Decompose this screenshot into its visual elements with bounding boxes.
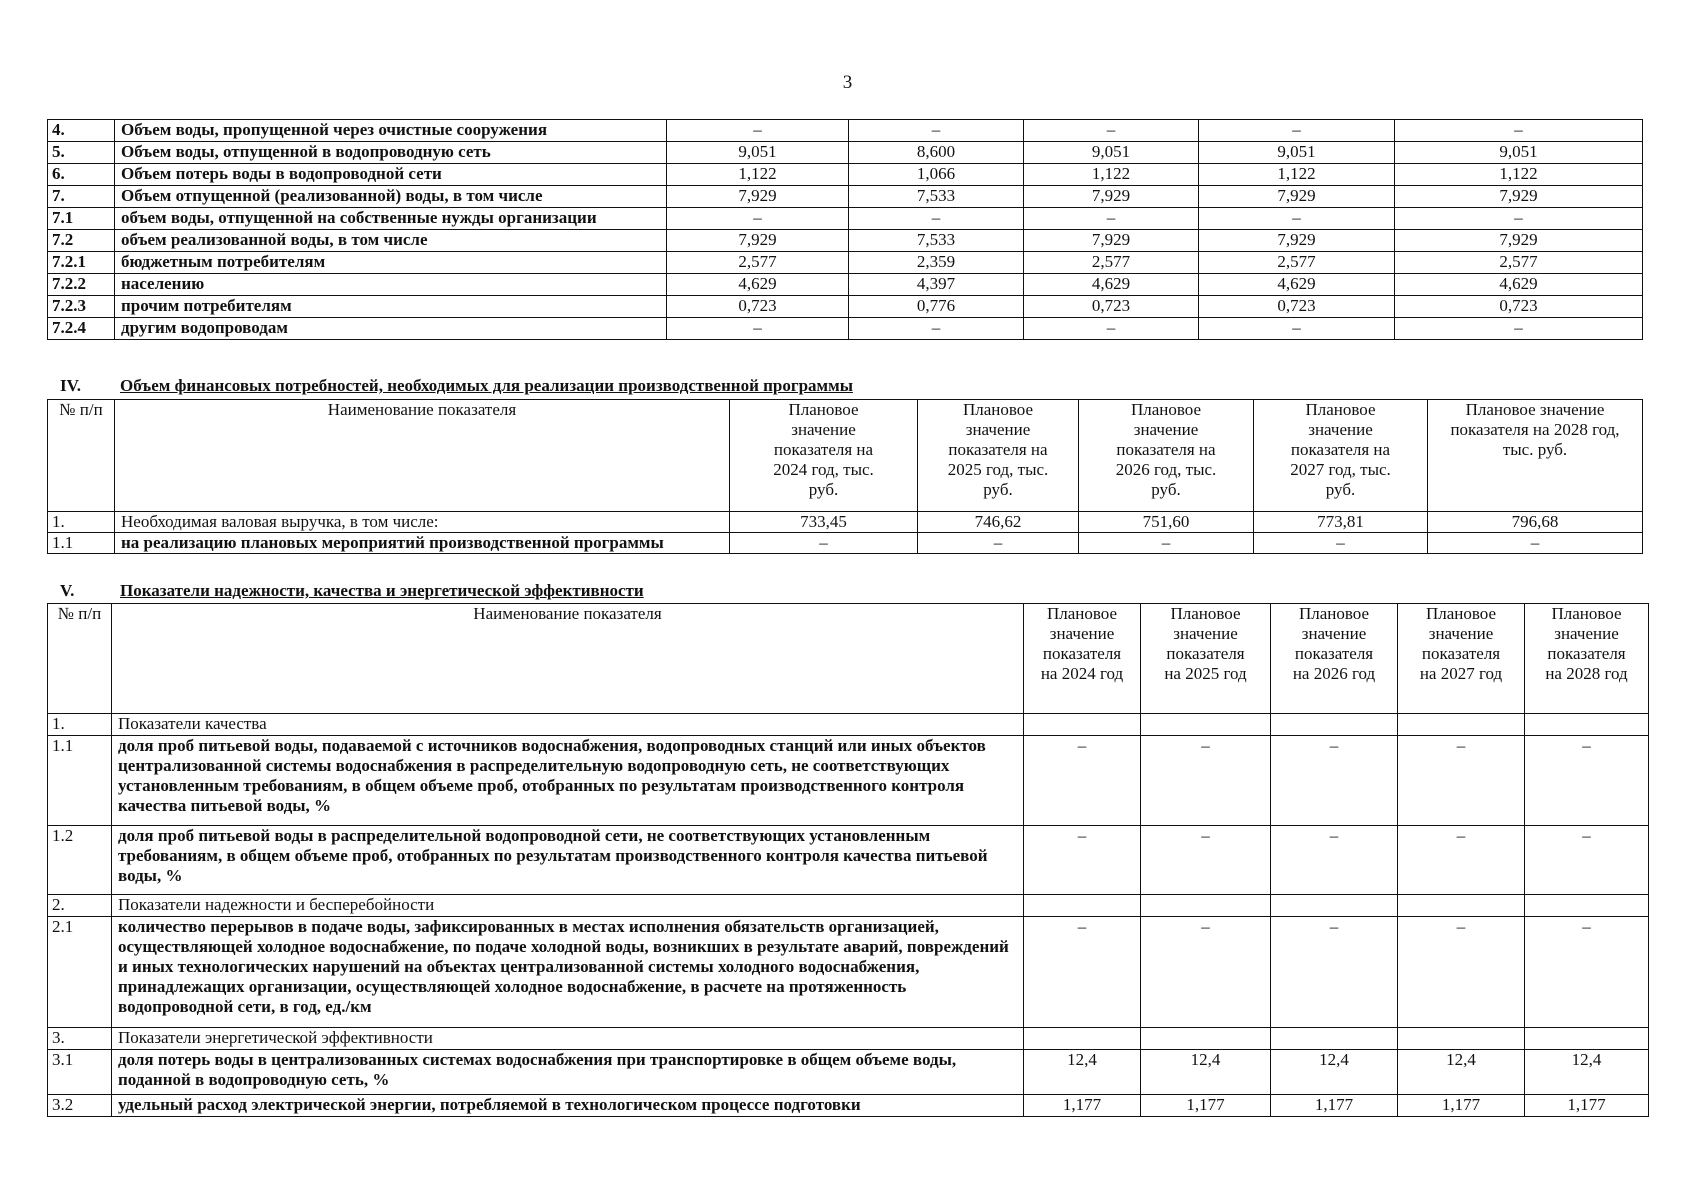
row-number: 3.1	[48, 1050, 112, 1095]
value-2028: 7,929	[1395, 230, 1643, 252]
row-name: Необходимая валовая выручка, в том числе:	[115, 512, 730, 533]
row-number: 5.	[48, 142, 115, 164]
value-2026: –	[1271, 736, 1398, 826]
value-2026: 0,723	[1024, 296, 1199, 318]
value-2028: –	[1525, 917, 1649, 1028]
row-name: Объем воды, пропущенной через очистные сооружения	[115, 120, 667, 142]
value-2027: 1,177	[1398, 1095, 1525, 1117]
value-2024: 0,723	[667, 296, 849, 318]
value-2026: 9,051	[1024, 142, 1199, 164]
row-name: Показатели качества	[112, 714, 1024, 736]
value-2028: 7,929	[1395, 186, 1643, 208]
row-number: 7.2.2	[48, 274, 115, 296]
row-name: Объем отпущенной (реализованной) воды, в том числе	[115, 186, 667, 208]
value-2027: –	[1398, 826, 1525, 895]
header-number: № п/п	[48, 604, 112, 714]
value-2024: –	[667, 120, 849, 142]
value-2027: 9,051	[1199, 142, 1395, 164]
table-row	[48, 736, 1649, 826]
row-number: 2.	[48, 895, 112, 917]
value-2027: 7,929	[1199, 186, 1395, 208]
value-2027: 0,723	[1199, 296, 1395, 318]
value-2025	[1141, 714, 1271, 736]
value-2026: –	[1271, 917, 1398, 1028]
value-2025: –	[849, 208, 1024, 230]
table-row	[48, 1050, 1649, 1095]
row-number: 4.	[48, 120, 115, 142]
table-row	[48, 296, 1643, 318]
value-2025: 746,62	[918, 512, 1079, 533]
reliability-quality-table	[47, 603, 1649, 1117]
value-2024: 2,577	[667, 252, 849, 274]
value-2028: 9,051	[1395, 142, 1643, 164]
value-2027: 2,577	[1199, 252, 1395, 274]
value-2027: –	[1199, 120, 1395, 142]
row-number: 7.	[48, 186, 115, 208]
value-2024: 1,177	[1024, 1095, 1141, 1117]
value-2026: –	[1271, 826, 1398, 895]
value-2025: 0,776	[849, 296, 1024, 318]
table-row	[48, 252, 1643, 274]
value-2027	[1398, 714, 1525, 736]
value-2025: 7,533	[849, 230, 1024, 252]
header-2026: Плановое значение показателя на 2026 год	[1271, 604, 1398, 714]
value-2025: 1,177	[1141, 1095, 1271, 1117]
value-2027: –	[1254, 533, 1428, 554]
value-2024	[1024, 1028, 1141, 1050]
header-2024: Плановое значение показателя на 2024 год	[1024, 604, 1141, 714]
value-2024: –	[1024, 826, 1141, 895]
table-row	[48, 230, 1643, 252]
value-2028: 1,122	[1395, 164, 1643, 186]
value-2026: 7,929	[1024, 186, 1199, 208]
value-2025: –	[1141, 826, 1271, 895]
value-2028: 4,629	[1395, 274, 1643, 296]
value-2025: 1,066	[849, 164, 1024, 186]
row-name: доля проб питьевой воды, подаваемой с источников водоснабжения, водопроводных станций или иных объектов централизованной системы водоснабжения в распределительную водопроводную сеть, не соответствующих установленным требованиям, в общем объеме проб, отобранных по результатам производственного контроля качества питьевой воды, %	[112, 736, 1024, 826]
value-2024: –	[1024, 917, 1141, 1028]
row-name: населению	[115, 274, 667, 296]
value-2024: 7,929	[667, 230, 849, 252]
value-2028: 2,577	[1395, 252, 1643, 274]
table-row	[48, 186, 1643, 208]
value-2024: –	[1024, 736, 1141, 826]
financial-needs-table	[47, 399, 1643, 554]
value-2025	[1141, 895, 1271, 917]
value-2026: 4,629	[1024, 274, 1199, 296]
table-row	[48, 120, 1643, 142]
value-2025: –	[1141, 736, 1271, 826]
header-2027: Плановое значение показателя на 2027 год	[1398, 604, 1525, 714]
value-2027: 7,929	[1199, 230, 1395, 252]
row-name: Объем воды, отпущенной в водопроводную сеть	[115, 142, 667, 164]
value-2025	[1141, 1028, 1271, 1050]
row-number: 1.	[48, 714, 112, 736]
value-2024	[1024, 714, 1141, 736]
table-row	[48, 533, 1643, 554]
row-name: объем воды, отпущенной на собственные нужды организации	[115, 208, 667, 230]
table-row	[48, 142, 1643, 164]
row-name: количество перерывов в подаче воды, зафиксированных в местах исполнения обязательств организацией, осуществляющей холодное водоснабжение, по подаче холодной воды, возникших в результате аварий, повреждений и иных технологических нарушений на объектах централизованной системы холодного водоснабжения, принадлежащих организации, осуществляющей холодное водоснабжение, в расчете на протяженность водопроводной сети, в год, ед./км	[112, 917, 1024, 1028]
value-2026: –	[1079, 533, 1254, 554]
table-row	[48, 895, 1649, 917]
water-volume-table	[47, 119, 1643, 340]
value-2025: 7,533	[849, 186, 1024, 208]
section-heading-v	[60, 581, 644, 601]
value-2026: 1,122	[1024, 164, 1199, 186]
value-2028: –	[1395, 318, 1643, 340]
table-row	[48, 714, 1649, 736]
value-2024: 7,929	[667, 186, 849, 208]
row-name: Показатели надежности и бесперебойности	[112, 895, 1024, 917]
value-2027: 1,122	[1199, 164, 1395, 186]
value-2028: 1,177	[1525, 1095, 1649, 1117]
row-number: 7.2.1	[48, 252, 115, 274]
value-2027: –	[1398, 736, 1525, 826]
value-2028	[1525, 895, 1649, 917]
header-2028: Плановое значение показателя на 2028 год, тыс. руб.	[1428, 400, 1643, 512]
table-row	[48, 512, 1643, 533]
table-row	[48, 318, 1643, 340]
section-heading-iv	[60, 376, 853, 396]
section-title: Показатели надежности, качества и энергетической эффективности	[120, 581, 644, 600]
value-2027: –	[1398, 917, 1525, 1028]
value-2025: 12,4	[1141, 1050, 1271, 1095]
header-number: № п/п	[48, 400, 115, 512]
row-number: 1.	[48, 512, 115, 533]
section-number: IV.	[60, 376, 81, 395]
table-header-row	[48, 604, 1649, 714]
row-name: другим водопроводам	[115, 318, 667, 340]
value-2027	[1398, 895, 1525, 917]
value-2027: 12,4	[1398, 1050, 1525, 1095]
value-2027	[1398, 1028, 1525, 1050]
row-name: на реализацию плановых мероприятий производственной программы	[115, 533, 730, 554]
value-2028: 796,68	[1428, 512, 1643, 533]
value-2026: 2,577	[1024, 252, 1199, 274]
row-number: 2.1	[48, 917, 112, 1028]
value-2027: 773,81	[1254, 512, 1428, 533]
value-2025: 4,397	[849, 274, 1024, 296]
row-name: прочим потребителям	[115, 296, 667, 318]
table-row	[48, 1028, 1649, 1050]
section-number: V.	[60, 581, 75, 600]
value-2025: –	[1141, 917, 1271, 1028]
header-2025: Плановое значение показателя на 2025 год	[1141, 604, 1271, 714]
header-name: Наименование показателя	[112, 604, 1024, 714]
value-2028: 12,4	[1525, 1050, 1649, 1095]
value-2028	[1525, 714, 1649, 736]
row-number: 7.2.4	[48, 318, 115, 340]
value-2024: 9,051	[667, 142, 849, 164]
table-row	[48, 1095, 1649, 1117]
header-2025: Плановое значение показателя на 2025 год, тыс. руб.	[918, 400, 1079, 512]
value-2024: –	[730, 533, 918, 554]
row-number: 3.	[48, 1028, 112, 1050]
table-row	[48, 274, 1643, 296]
value-2028: –	[1395, 120, 1643, 142]
row-name: объем реализованной воды, в том числе	[115, 230, 667, 252]
value-2026: 7,929	[1024, 230, 1199, 252]
section-title: Объем финансовых потребностей, необходимых для реализации производственной программы	[120, 376, 853, 395]
value-2026	[1271, 714, 1398, 736]
value-2024: 12,4	[1024, 1050, 1141, 1095]
value-2028	[1525, 1028, 1649, 1050]
row-number: 3.2	[48, 1095, 112, 1117]
row-number: 1.2	[48, 826, 112, 895]
row-name: Показатели энергетической эффективности	[112, 1028, 1024, 1050]
value-2026	[1271, 895, 1398, 917]
value-2025: –	[849, 318, 1024, 340]
value-2025: –	[918, 533, 1079, 554]
value-2026: –	[1024, 318, 1199, 340]
value-2024: 733,45	[730, 512, 918, 533]
value-2025: –	[849, 120, 1024, 142]
row-name: бюджетным потребителям	[115, 252, 667, 274]
row-number: 7.2.3	[48, 296, 115, 318]
table-row	[48, 208, 1643, 230]
row-number: 1.1	[48, 533, 115, 554]
value-2027: –	[1199, 208, 1395, 230]
value-2026	[1271, 1028, 1398, 1050]
row-number: 7.2	[48, 230, 115, 252]
row-name: удельный расход электрической энергии, потребляемой в технологическом процессе подготовки	[112, 1095, 1024, 1117]
value-2028: –	[1395, 208, 1643, 230]
value-2027: –	[1199, 318, 1395, 340]
value-2024: 4,629	[667, 274, 849, 296]
row-number: 7.1	[48, 208, 115, 230]
page-number: 3	[842, 72, 853, 93]
value-2024: –	[667, 318, 849, 340]
row-name: доля проб питьевой воды в распределительной водопроводной сети, не соответствующих установленным требованиям, в общем объеме проб, отобранных по результатам производственного контроля качества питьевой воды, %	[112, 826, 1024, 895]
header-2027: Плановое значение показателя на 2027 год, тыс. руб.	[1254, 400, 1428, 512]
table-row	[48, 164, 1643, 186]
value-2026: 1,177	[1271, 1095, 1398, 1117]
value-2025: 8,600	[849, 142, 1024, 164]
value-2027: 4,629	[1199, 274, 1395, 296]
value-2024: 1,122	[667, 164, 849, 186]
value-2026: –	[1024, 208, 1199, 230]
value-2028: –	[1525, 736, 1649, 826]
table-row	[48, 917, 1649, 1028]
value-2024: –	[667, 208, 849, 230]
header-2024: Плановое значение показателя на 2024 год, тыс. руб.	[730, 400, 918, 512]
value-2026: 12,4	[1271, 1050, 1398, 1095]
value-2024	[1024, 895, 1141, 917]
row-name: Объем потерь воды в водопроводной сети	[115, 164, 667, 186]
table-header-row	[48, 400, 1643, 512]
row-number: 6.	[48, 164, 115, 186]
value-2028: 0,723	[1395, 296, 1643, 318]
header-2028: Плановое значение показателя на 2028 год	[1525, 604, 1649, 714]
value-2026: –	[1024, 120, 1199, 142]
value-2028: –	[1428, 533, 1643, 554]
value-2025: 2,359	[849, 252, 1024, 274]
header-2026: Плановое значение показателя на 2026 год, тыс. руб.	[1079, 400, 1254, 512]
row-number: 1.1	[48, 736, 112, 826]
row-name: доля потерь воды в централизованных системах водоснабжения при транспортировке в общем объеме воды, поданной в водопроводную сеть, %	[112, 1050, 1024, 1095]
value-2028: –	[1525, 826, 1649, 895]
table-row	[48, 826, 1649, 895]
header-name: Наименование показателя	[115, 400, 730, 512]
value-2026: 751,60	[1079, 512, 1254, 533]
